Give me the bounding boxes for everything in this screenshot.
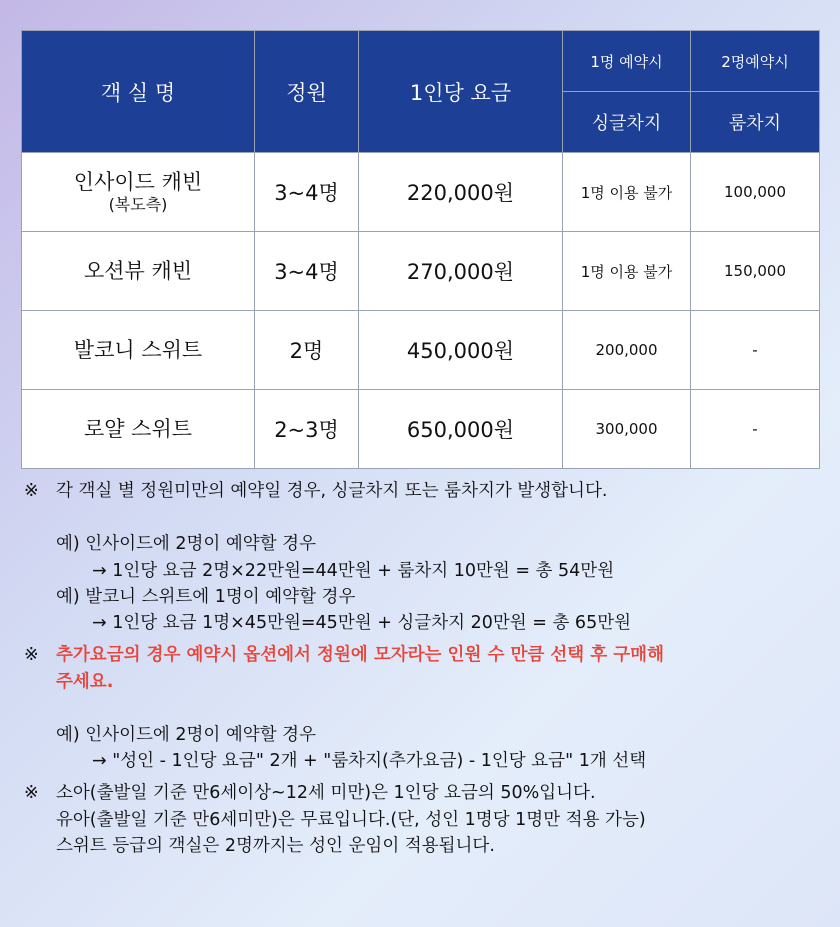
room-charge-cell: - xyxy=(691,311,820,390)
note-line: 추가요금의 경우 예약시 옵션에서 정원에 모자라는 인원 수 만큼 선택 후 구매해 xyxy=(56,645,664,666)
room-name: 오션뷰 캐빈 xyxy=(83,258,193,283)
header-room-charge: 룸차지 xyxy=(691,92,820,153)
note-children xyxy=(24,780,824,859)
example-title: 예) 발코니 스위트에 1명이 예약할 경우 xyxy=(56,586,356,607)
capacity-cell: 2명 xyxy=(255,311,359,390)
single-charge-cell: 200,000 xyxy=(563,311,691,390)
single-charge-cell: 1명 이용 불가 xyxy=(563,232,691,311)
room-name-cell xyxy=(22,311,255,390)
example-title: 예) 인사이드에 2명이 예약할 경우 xyxy=(56,724,316,745)
note-mark: ※ xyxy=(24,481,39,501)
example-calc: → 1인당 요금 2명×22만원=44만원 + 룸차지 10만원 = 총 54만원 xyxy=(92,560,615,581)
capacity-cell: 3~4명 xyxy=(255,232,359,311)
room-name: 발코니 스위트 xyxy=(73,337,203,362)
rate-table-container xyxy=(21,30,819,469)
header-room: 객 실 명 xyxy=(22,31,255,153)
note-purchase-warning xyxy=(24,642,824,695)
capacity-cell: 2~3명 xyxy=(255,390,359,469)
note-line: 스위트 등급의 객실은 2명까지는 성인 운임이 적용됩니다. xyxy=(56,835,495,856)
price-cell: 650,000원 xyxy=(359,390,563,469)
room-name-cell xyxy=(22,232,255,311)
room-name: 인사이드 캐빈 xyxy=(73,169,203,194)
room-subname: (복도측) xyxy=(108,195,168,215)
note-surcharge xyxy=(24,478,824,504)
example-calc: → 1인당 요금 1명×45만원=45만원 + 싱글차지 20만원 = 총 65만원 xyxy=(92,613,632,633)
header-two-person: 2명예약시 xyxy=(691,31,820,92)
note-text xyxy=(56,780,824,859)
rate-table xyxy=(21,30,820,469)
room-name-cell xyxy=(22,153,255,232)
table-row xyxy=(22,311,820,390)
single-charge-cell: 300,000 xyxy=(563,390,691,469)
room-charge-cell: 150,000 xyxy=(691,232,820,311)
header-price: 1인당 요금 xyxy=(359,31,563,153)
note-mark: ※ xyxy=(24,645,39,666)
example-calc: → "성인 - 1인당 요금" 2개 + "룸차지(추가요금) - 1인당 요금" 1개 선택 xyxy=(92,751,647,771)
note-line: 소아(출발일 기준 만6세이상~12세 미만)은 1인당 요금의 50%입니다. xyxy=(56,783,596,804)
header-single-charge: 싱글차지 xyxy=(563,92,691,153)
header-capacity: 정원 xyxy=(255,31,359,153)
note-line: 유아(출발일 기준 만6세미만)은 무료입니다.(단, 성인 1명당 1명만 적용 가능) xyxy=(56,809,646,830)
room-charge-cell: 100,000 xyxy=(691,153,820,232)
header-one-person: 1명 예약시 xyxy=(563,31,691,92)
note-text: 각 객실 별 정원미만의 예약일 경우, 싱글차지 또는 룸차지가 발생합니다. xyxy=(56,481,608,501)
room-name: 로얄 스위트 xyxy=(83,416,193,441)
price-cell: 450,000원 xyxy=(359,311,563,390)
table-row xyxy=(22,232,820,311)
note-text xyxy=(56,642,824,695)
table-row xyxy=(22,153,820,232)
room-charge-cell: - xyxy=(691,390,820,469)
note-mark: ※ xyxy=(24,783,39,804)
room-name-cell xyxy=(22,390,255,469)
single-charge-cell: 1명 이용 불가 xyxy=(563,153,691,232)
example-title: 예) 인사이드에 2명이 예약할 경우 xyxy=(56,534,316,555)
capacity-cell: 3~4명 xyxy=(255,153,359,232)
note-line: 주세요. xyxy=(56,671,114,692)
table-row xyxy=(22,390,820,469)
price-cell: 270,000원 xyxy=(359,232,563,311)
price-cell: 220,000원 xyxy=(359,153,563,232)
notes-section xyxy=(24,478,824,859)
